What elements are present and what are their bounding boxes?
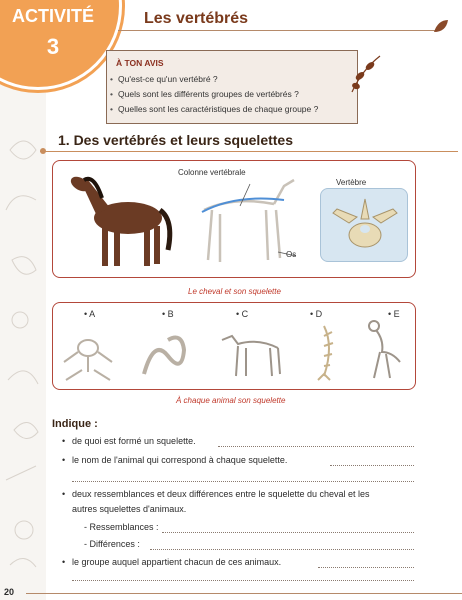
horse-image bbox=[62, 166, 182, 276]
fish-skeleton-image bbox=[300, 322, 350, 384]
a-ton-avis-heading: À TON AVIS bbox=[116, 58, 164, 68]
dog-skeleton-image bbox=[212, 326, 288, 384]
branch-icon bbox=[346, 52, 386, 98]
answer-line[interactable] bbox=[72, 580, 414, 581]
figure1-caption: Le cheval et son squelette bbox=[188, 287, 281, 296]
decorative-leaf-strip bbox=[0, 0, 46, 600]
section-rule bbox=[40, 151, 458, 152]
figure2-caption: À chaque animal son squelette bbox=[176, 396, 286, 405]
page-number: 20 bbox=[4, 587, 15, 597]
vertebra-image bbox=[321, 189, 409, 263]
bird-skeleton-image bbox=[356, 318, 412, 384]
answer-line[interactable] bbox=[330, 465, 414, 466]
label-os: Os bbox=[286, 250, 297, 259]
footer-rule bbox=[26, 593, 462, 594]
answer-line[interactable] bbox=[162, 532, 414, 533]
avis-question: • Quels sont les différents groupes de vertébrés ? bbox=[118, 89, 299, 99]
answer-line[interactable] bbox=[72, 481, 414, 482]
bullet: • bbox=[62, 489, 66, 499]
section-title: 1. Des vertébrés et leurs squelettes bbox=[58, 132, 294, 148]
answer-line[interactable] bbox=[318, 567, 414, 568]
indique-item: de quoi est formé un squelette. bbox=[72, 436, 196, 446]
activity-label: ACTIVITÉ bbox=[11, 6, 94, 26]
skeleton-letter-e: • E bbox=[388, 309, 400, 319]
avis-question: • Quelles sont les caractéristiques de chaque groupe ? bbox=[118, 104, 318, 114]
answer-line[interactable] bbox=[150, 549, 414, 550]
bullet: • bbox=[62, 557, 66, 567]
indique-item: deux ressemblances et deux différences entre le squelette du cheval et les bbox=[72, 489, 370, 499]
activity-number: 3 bbox=[46, 34, 60, 59]
title-rule bbox=[118, 30, 440, 31]
skeleton-letter-c: • C bbox=[236, 309, 249, 319]
indique-item: le groupe auquel appartient chacun de ces animaux. bbox=[72, 557, 282, 567]
page-title: Les vertébrés bbox=[144, 10, 249, 27]
bullet: • bbox=[62, 436, 66, 446]
indique-item: le nom de l'animal qui correspond à chaque squelette. bbox=[72, 455, 288, 465]
frog-skeleton-image bbox=[58, 326, 118, 384]
indique-title: Indique : bbox=[52, 418, 98, 430]
bullet: • bbox=[62, 455, 66, 465]
skeleton-letter-b: • B bbox=[162, 309, 174, 319]
indique-item: autres squelettes d'animaux. bbox=[72, 504, 187, 514]
snake-skeleton-image bbox=[134, 326, 194, 384]
avis-question: • Qu'est-ce qu'un vertébré ? bbox=[118, 74, 218, 84]
label-colonne-vertebrale: Colonne vertébrale bbox=[178, 168, 246, 177]
leaf-icon bbox=[432, 18, 450, 36]
section-rule-dot bbox=[40, 148, 46, 154]
label-vertebre: Vertèbre bbox=[336, 178, 367, 187]
skeleton-letter-a: • A bbox=[84, 309, 96, 319]
differences-label: - Différences : bbox=[84, 539, 140, 549]
resemblances-label: - Ressemblances : bbox=[84, 522, 159, 532]
skeleton-letter-d: • D bbox=[310, 309, 323, 319]
leaf-pattern-icon bbox=[0, 0, 46, 600]
answer-line[interactable] bbox=[218, 446, 414, 447]
vertebra-inset bbox=[320, 188, 408, 262]
